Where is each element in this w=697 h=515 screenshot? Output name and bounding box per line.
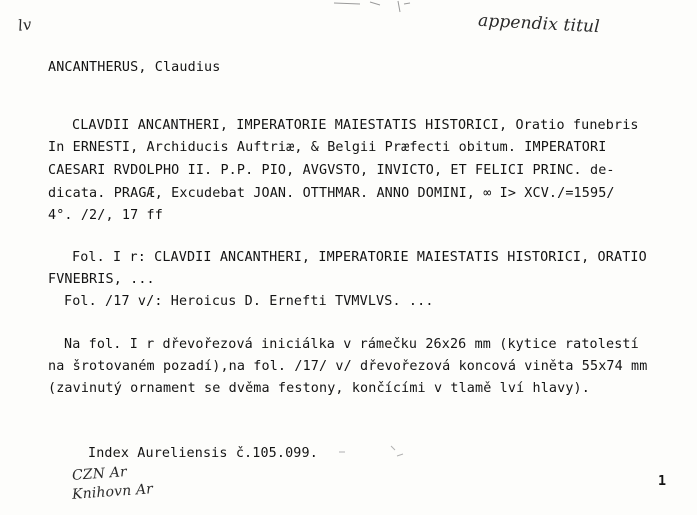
handwritten-note-bottom-left: CZN Ar [71,464,128,484]
incipit-line: FVNEBRIS, ... [48,272,155,287]
title-line: CLAVDII ANCANTHERI, IMPERATORIE MAIESTATIS HISTORICI, Oratio funebris [72,118,639,133]
incipit-line: Fol. /17 v/: Heroicus D. Ernefti TVMVLVS. ... [64,294,434,309]
description-line: (zavinutý ornament se dvěma festony, končícími v tlamě lví hlavy). [48,381,590,396]
description-line: Na fol. I r dřevořezová iniciálka v rámečku 26x26 mm (kytice ratolestí [64,337,639,352]
handwritten-note-top-right: appendix titul [477,10,601,38]
handwritten-note-bottom-left: Knihovn Ar [71,481,154,503]
title-line: dicata. PRAGÆ, Excudebat JOAN. OTTHMAR. ANNO DOMINI, ∞ I> XCV./=1595/ [48,186,615,201]
incipit-line: Fol. I r: CLAVDII ANCANTHERI, IMPERATORIE MAIESTATIS HISTORICI, ORATIO [72,250,647,265]
smudge-marks [335,440,415,470]
title-line: 4°. /2/, 17 ff [48,208,163,223]
title-line: CAESARI RVDOLPHO II. P.P. PIO, AVGVSTO, INVICTO, ET FELICI PRINC. de- [48,163,615,178]
top-edge-marks [330,0,420,14]
description-line: na šrotovaném pozadí),na fol. /17/ v/ dřevořezová koncová viněta 55x74 mm [48,359,648,374]
author-heading: ANCANTHERUS, Claudius [48,60,221,75]
index-reference: Index Aureliensis č.105.099. [88,446,318,461]
title-line: In ERNESTI, Archiducis Auftriæ, & Belgii Præfecti obitum. IMPERATORI [48,140,607,155]
page-number: 1 [658,474,667,489]
handwritten-note-top-left: lv [16,15,33,35]
